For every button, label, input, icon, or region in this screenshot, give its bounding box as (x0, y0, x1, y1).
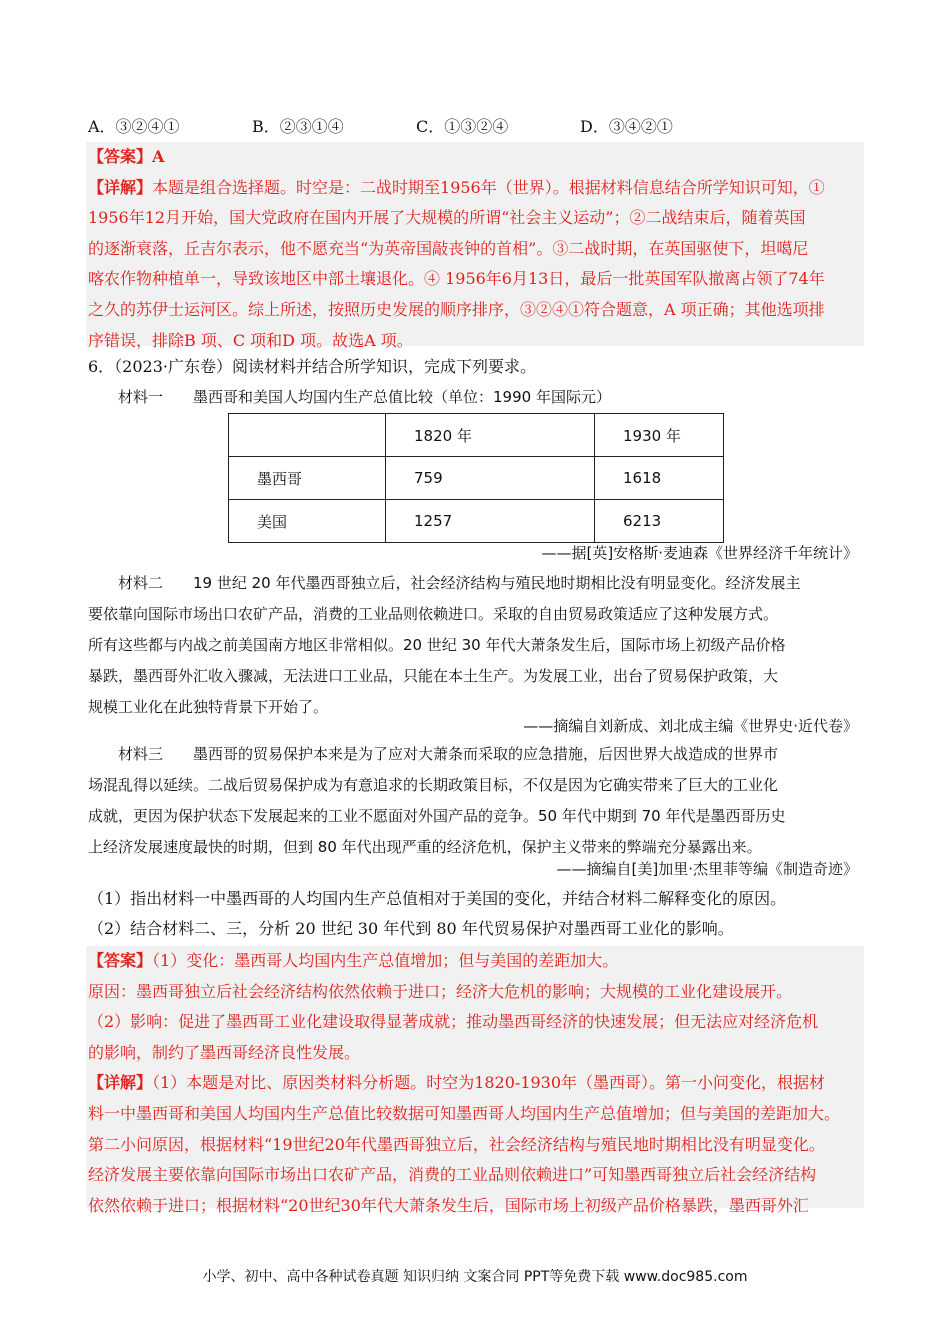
answer-tag: 【答案】 (88, 951, 153, 970)
option-b: B．②③①④ (252, 117, 344, 136)
material-1-title: 材料一 墨西哥和美国人均国内生产总值比较（单位：1990 年国际元） (118, 388, 611, 406)
detail-line: 经济发展主要依靠向国际市场出口农矿产品，消费的工业品则依赖进口”可知墨西哥独立后社会经济结构 (88, 1165, 817, 1185)
material-2 (88, 568, 863, 723)
table-header-row (229, 414, 724, 457)
detail-line: 依然依赖于进口；根据材料“20世纪30年代大萧条发生后，国际市场上初级产品价格暴跌，墨西哥外汇 (88, 1195, 809, 1215)
answer-text: （1）变化：墨西哥人均国内生产总值增加；但与美国的差距加大。 (152, 951, 619, 970)
table-cell: 美国 (229, 500, 386, 543)
answer-value: A (152, 147, 165, 166)
material-line: 暴跌，墨西哥外汇收入骤减，无法进口工业品，只能在本土生产。为发展工业，出台了贸易保护政策，大 (88, 667, 779, 685)
material-line: 所有这些都与内战之前美国南方地区非常相似。20 世纪 30 年代大萧条发生后，国际市场上初级产品价格 (88, 636, 786, 654)
answer-line: 的影响，制约了墨西哥经济良性发展。 (88, 1042, 361, 1062)
page-footer: 小学、初中、高中各种试卷真题 知识归纳 文案合同 PPT等免费下载 www.doc985.com (202, 1269, 748, 1285)
detail-line (88, 1068, 860, 1099)
material-3-source: ——摘编自[美]加里·杰里菲等编《制造奇迹》 (556, 860, 858, 878)
question-6-header: 6．（2023·广东卷）阅读材料并结合所学知识，完成下列要求。 (88, 357, 536, 376)
material-line: 要依靠向国际市场出口农矿产品，消费的工业品则依赖进口。采取的自由贸易政策适应了这种发展方式。 (88, 605, 779, 623)
gdp-table (228, 413, 724, 543)
material-line: 材料三 墨西哥的贸易保护本来是为了应对大萧条而采取的应急措施，后因世界大战造成的世界市 (88, 745, 779, 763)
detail-line: 之久的苏伊士运河区。综上所述，按照历史发展的顺序排序，③②④①符合题意，A 项正确；其他选项排 (88, 299, 825, 319)
table-cell: 1618 (595, 457, 724, 500)
answer-line (88, 946, 860, 977)
option-d: D．③④②① (580, 117, 673, 136)
table-cell (229, 414, 386, 457)
detail-text: （1）本题是对比、原因类材料分析题。时空为1820-1930年（墨西哥）。第一小问变化，根据材 (152, 1073, 826, 1093)
option-c: C．①③②④ (416, 117, 509, 136)
material-line: 规模工业化在此独特背景下开始了。 (88, 698, 329, 716)
table-row (229, 457, 724, 500)
answer-line (88, 142, 860, 173)
detail-tag: 【详解】 (88, 177, 153, 197)
table-cell: 6213 (595, 500, 724, 543)
material-line: 成就，更因为保护状态下发展起来的工业不愿面对外国产品的竞争。50 年代中期到 70 年代是墨西哥历史 (88, 807, 786, 825)
material-line: 材料二 19 世纪 20 年代墨西哥独立后，社会经济结构与殖民地时期相比没有明显变化。经济发展主 (88, 574, 801, 592)
material-1-source: ——据[英]安格斯·麦迪森《世界经济千年统计》 (541, 544, 858, 562)
material-line: 场混乱得以延续。二战后贸易保护成为有意追求的长期政策目标，不仅是因为它确实带来了巨大的工业化 (88, 776, 779, 794)
table-cell: 1820 年 (386, 414, 595, 457)
detail-text: 本题是组合选择题。时空是：二战时期至1956年（世界）。根据材料信息结合所学知识可知，① (152, 177, 825, 197)
material-2-source: ——摘编自刘新成、刘北成主编《世界史·近代卷》 (523, 717, 858, 735)
answer-options (88, 112, 868, 142)
answer-line: （2）影响：促进了墨西哥工业化建设取得显著成就；推动墨西哥经济的快速发展；但无法应对经济危机 (88, 1012, 819, 1032)
detail-line: 序错误，排除B 项、C 项和D 项。故选A 项。 (88, 330, 413, 350)
answer-block-q6 (86, 946, 864, 1215)
detail-line: 1956年12月开始，国大党政府在国内开展了大规模的所谓“社会主义运动”；②二战结束后，随着英国 (88, 208, 806, 228)
sub-question-2: （2）结合材料二、三，分析 20 世纪 30 年代到 80 年代贸易保护对墨西哥工业化的影响。 (88, 919, 734, 938)
table-cell: 1930 年 (595, 414, 724, 457)
answer-block-q5 (86, 142, 864, 350)
answer-line: 原因：墨西哥独立后社会经济结构依然依赖于进口；经济大危机的影响；大规模的工业化建设展开。 (88, 981, 793, 1001)
answer-tag: 【答案】 (88, 147, 153, 166)
detail-line: 第二小问原因，根据材料“19世纪20年代墨西哥独立后，社会经济结构与殖民地时期相比没有明显变化。 (88, 1134, 825, 1154)
material-3 (88, 739, 863, 863)
detail-line (88, 173, 860, 204)
table-cell: 墨西哥 (229, 457, 386, 500)
table-cell: 759 (386, 457, 595, 500)
detail-tag: 【详解】 (88, 1073, 153, 1093)
detail-line: 的逐渐衰落，丘吉尔表示，他不愿充当“为英帝国敲丧钟的首相”。③二战时期，在英国驱使下，坦噶尼 (88, 238, 809, 258)
table-row (229, 500, 724, 543)
material-line: 上经济发展速度最快的时期，但到 80 年代出现严重的经济危机，保护主义带来的弊端充分暴露出来。 (88, 838, 762, 856)
sub-question-1: （1）指出材料一中墨西哥的人均国内生产总值相对于美国的变化，并结合材料二解释变化的原因。 (88, 889, 787, 908)
detail-line: 料一中墨西哥和美国人均国内生产总值比较数据可知墨西哥人均国内生产总值增加；但与美国的差距加大。 (88, 1103, 841, 1123)
detail-line: 喀农作物种植单一，导致该地区中部土壤退化。④ 1956年6月13日，最后一批英国军队撤离占领了74年 (88, 269, 825, 289)
option-a: A．③②④① (88, 117, 180, 136)
table-cell: 1257 (386, 500, 595, 543)
